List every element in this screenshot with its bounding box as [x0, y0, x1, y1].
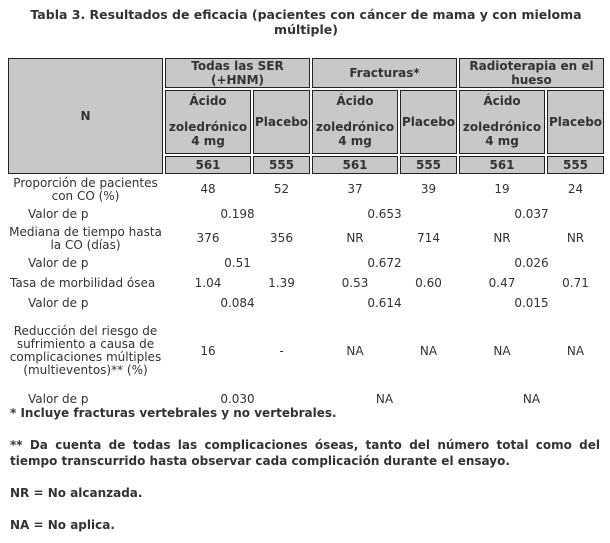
table-cell: 19: [494, 182, 510, 196]
table-cell: 0.026: [514, 255, 549, 270]
table-row: [8, 254, 604, 272]
table-row: [8, 294, 604, 312]
table-cell: 0.53: [341, 275, 369, 290]
table-cell: 356: [270, 231, 293, 245]
table-cell: 714: [417, 231, 440, 245]
table-row: [8, 176, 604, 203]
n-placebo: 555: [547, 156, 604, 174]
footnote-fracturas: * Incluye fracturas vertebrales y no vertebrales.: [10, 406, 337, 420]
subheader-placebo: Placebo: [253, 90, 310, 154]
table-cell: 0.71: [562, 275, 589, 290]
footnote-complicaciones: ** Da cuenta de todas las complicaciones óseas, tanto del número total como del tiempo transcurrido hasta observar cada complicación durante el ensayo.: [10, 438, 600, 468]
table-row: [8, 274, 604, 292]
acid-line1: Ácido: [189, 94, 227, 108]
table-cell: NA: [566, 343, 585, 358]
subheader-placebo: Placebo: [547, 90, 604, 154]
n-acid: 561: [165, 156, 251, 174]
table-cell: 0.037: [514, 206, 549, 221]
table-cell: 0.084: [220, 295, 255, 310]
table-cell: 0.653: [367, 206, 402, 221]
table-cell: 0.60: [415, 275, 442, 290]
row-label: Tasa de morbilidad ósea: [10, 275, 156, 290]
table-cell: -: [279, 343, 284, 358]
row-label: Valor de p: [28, 206, 89, 221]
table-cell: 16: [200, 343, 216, 358]
row-label: Valor de p: [28, 255, 89, 270]
n-placebo: 555: [253, 156, 310, 174]
subheader-acid: [459, 90, 545, 154]
acid-line1: Ácido: [336, 94, 374, 108]
table-cell: 24: [567, 182, 584, 196]
efficacy-table: [6, 56, 606, 410]
table-cell: NA: [493, 343, 511, 358]
table-cell: 0.47: [488, 275, 516, 290]
table-cell: 0.030: [220, 391, 255, 406]
table-cell: 0.614: [367, 295, 402, 310]
table-cell: 48: [200, 182, 216, 196]
table-cell: NR: [493, 231, 511, 245]
n-acid: 561: [312, 156, 398, 174]
acid-line2: zoledrónico 4 mg: [168, 120, 248, 148]
table-cell: NR: [566, 231, 585, 245]
footnote-nr: NR = No alcanzada.: [10, 486, 143, 500]
row-label: Proporción de pacientes con CO (%): [13, 175, 158, 203]
header-n: N: [8, 58, 163, 174]
table-title: Tabla 3. Resultados de eficacia (pacientes con cáncer de mama y con mieloma múltiple): [30, 7, 582, 37]
table-row: [8, 314, 604, 388]
acid-line1: Ácido: [483, 94, 521, 108]
table-cell: 1.04: [194, 275, 222, 290]
table-cell: 1.39: [268, 275, 295, 290]
table-cell: NA: [346, 343, 364, 358]
table-cell: 0.198: [220, 206, 255, 221]
n-placebo: 555: [400, 156, 457, 174]
table-cell: 376: [196, 231, 220, 245]
table-cell: 52: [273, 182, 290, 196]
group-header-radioterapia: Radioterapia en el hueso: [459, 58, 604, 88]
subheader-placebo: Placebo: [400, 90, 457, 154]
table-cell: NA: [375, 391, 394, 406]
row-label: Valor de p: [28, 391, 89, 406]
table-cell: NA: [522, 391, 541, 406]
table-cell: 39: [420, 182, 437, 196]
row-label: Reducción del riesgo de sufrimiento a causa de complicaciones múltiples (multieventos)** (%): [9, 324, 162, 377]
table-row: [8, 225, 604, 252]
table-row: [8, 205, 604, 223]
group-header-fracturas: Fracturas*: [312, 58, 457, 88]
subheader-acid: [165, 90, 251, 154]
table-cell: 0.015: [514, 295, 549, 310]
table-cell: 0.51: [224, 255, 251, 270]
acid-line2: zoledrónico 4 mg: [315, 120, 395, 148]
footnote-na: NA = No aplica.: [10, 518, 115, 532]
table-cell: 37: [347, 182, 363, 196]
subheader-acid: [312, 90, 398, 154]
table-cell: 0.672: [367, 255, 402, 270]
table-cell: NA: [419, 343, 438, 358]
table-cell: NR: [346, 231, 364, 245]
row-label: Mediana de tiempo hasta la CO (días): [9, 224, 162, 252]
group-header-all-ser: Todas las SER (+HNM): [165, 58, 310, 88]
acid-line2: zoledrónico 4 mg: [462, 120, 542, 148]
row-label: Valor de p: [28, 295, 89, 310]
n-acid: 561: [459, 156, 545, 174]
